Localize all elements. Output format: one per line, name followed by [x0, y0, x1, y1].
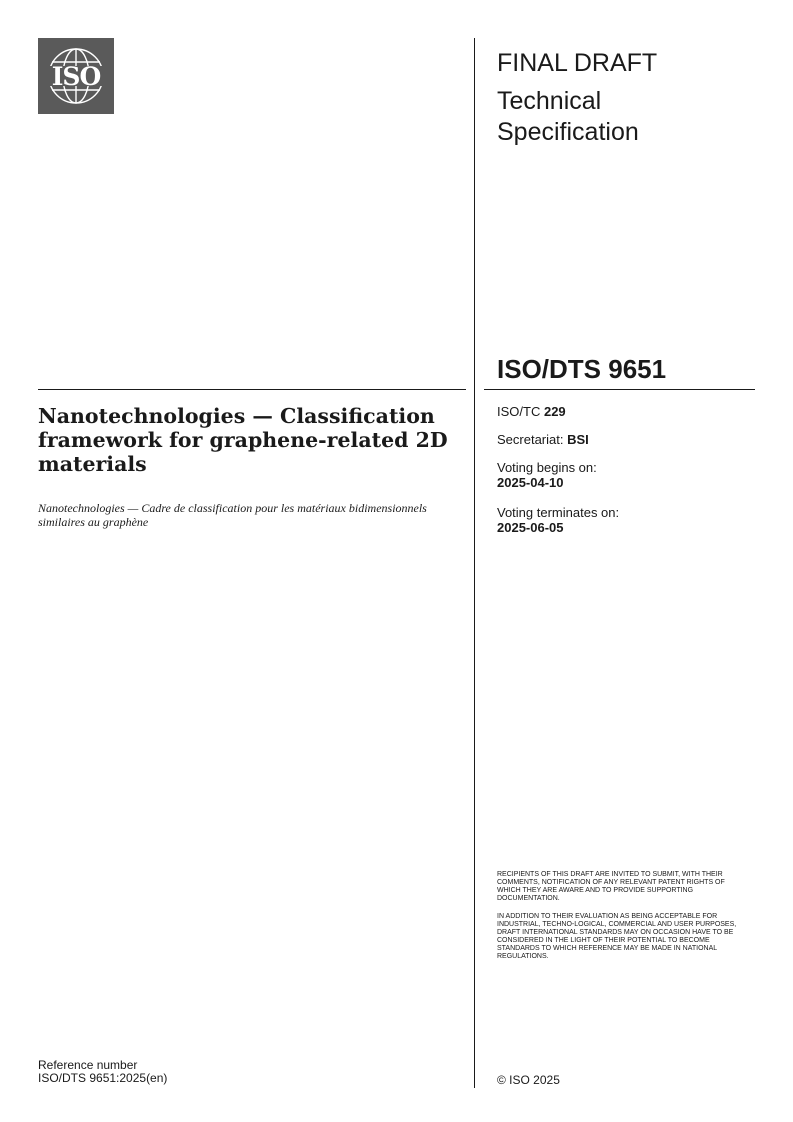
iso-globe-icon — [38, 38, 114, 114]
voting-ends — [497, 505, 619, 535]
iso-logo-text: ISO — [51, 62, 101, 91]
copyright: © ISO 2025 — [497, 1073, 560, 1087]
vertical-divider — [474, 38, 475, 1088]
reference-number-block — [38, 1059, 167, 1085]
secretariat-value: BSI — [567, 432, 589, 447]
committee-label: ISO/TC — [497, 404, 541, 419]
voting-ends-label: Voting terminates on: — [497, 505, 620, 520]
document-type — [497, 86, 757, 148]
title-french: Nanotechnologies — Cadre de classification pour les matériaux bidimensionnels similaires au graphène — [38, 501, 427, 529]
document-reference: ISO/DTS 9651 — [497, 354, 667, 384]
iso-logo — [38, 38, 114, 114]
horizontal-divider-right — [484, 389, 755, 390]
reference-number-value: ISO/DTS 9651:2025(en) — [38, 1071, 168, 1085]
voting-ends-value: 2025-06-05 — [497, 520, 564, 535]
notice-paragraph-1: RECIPIENTS OF THIS DRAFT ARE INVITED TO SUBMIT, WITH THEIR COMMENTS, NOTIFICATION OF ANY RELEVANT PATENT RIGHTS OF WHICH THEY ARE AWARE AND TO PROVIDE SUPPORTING DOCUMENTATION. — [497, 871, 725, 902]
document-type-line2: Specification — [497, 118, 639, 146]
document-type-line1: Technical — [497, 87, 602, 115]
committee-value: 229 — [543, 404, 566, 419]
notice-paragraph-2: IN ADDITION TO THEIR EVALUATION AS BEING ACCEPTABLE FOR INDUSTRIAL, TECHNO-LOGICAL, COMMERCIAL AND USER PURPOSES, DRAFT INTERNATIONAL STANDARDS MAY ON OCCASION HAVE TO BE CONSIDERED IN THE LIGHT OF THEIR POTENTIAL TO BECOME STANDARDS TO WHICH REFERENCE MAY BE MADE IN NATIONAL REGULATIONS. — [497, 913, 737, 960]
horizontal-divider-left — [38, 389, 466, 390]
voting-begins-label: Voting begins on: — [497, 460, 597, 475]
document-stage: FINAL DRAFT — [497, 49, 658, 77]
voting-begins — [497, 460, 597, 490]
title-english: Nanotechnologies — Classification framework for graphene-related 2D materials — [38, 404, 448, 476]
reference-number-label: Reference number — [38, 1058, 138, 1072]
voting-begins-value: 2025-04-10 — [497, 475, 564, 490]
secretariat-line — [497, 432, 589, 447]
committee-line — [497, 404, 566, 419]
secretariat-label: Secretariat: — [497, 432, 564, 447]
